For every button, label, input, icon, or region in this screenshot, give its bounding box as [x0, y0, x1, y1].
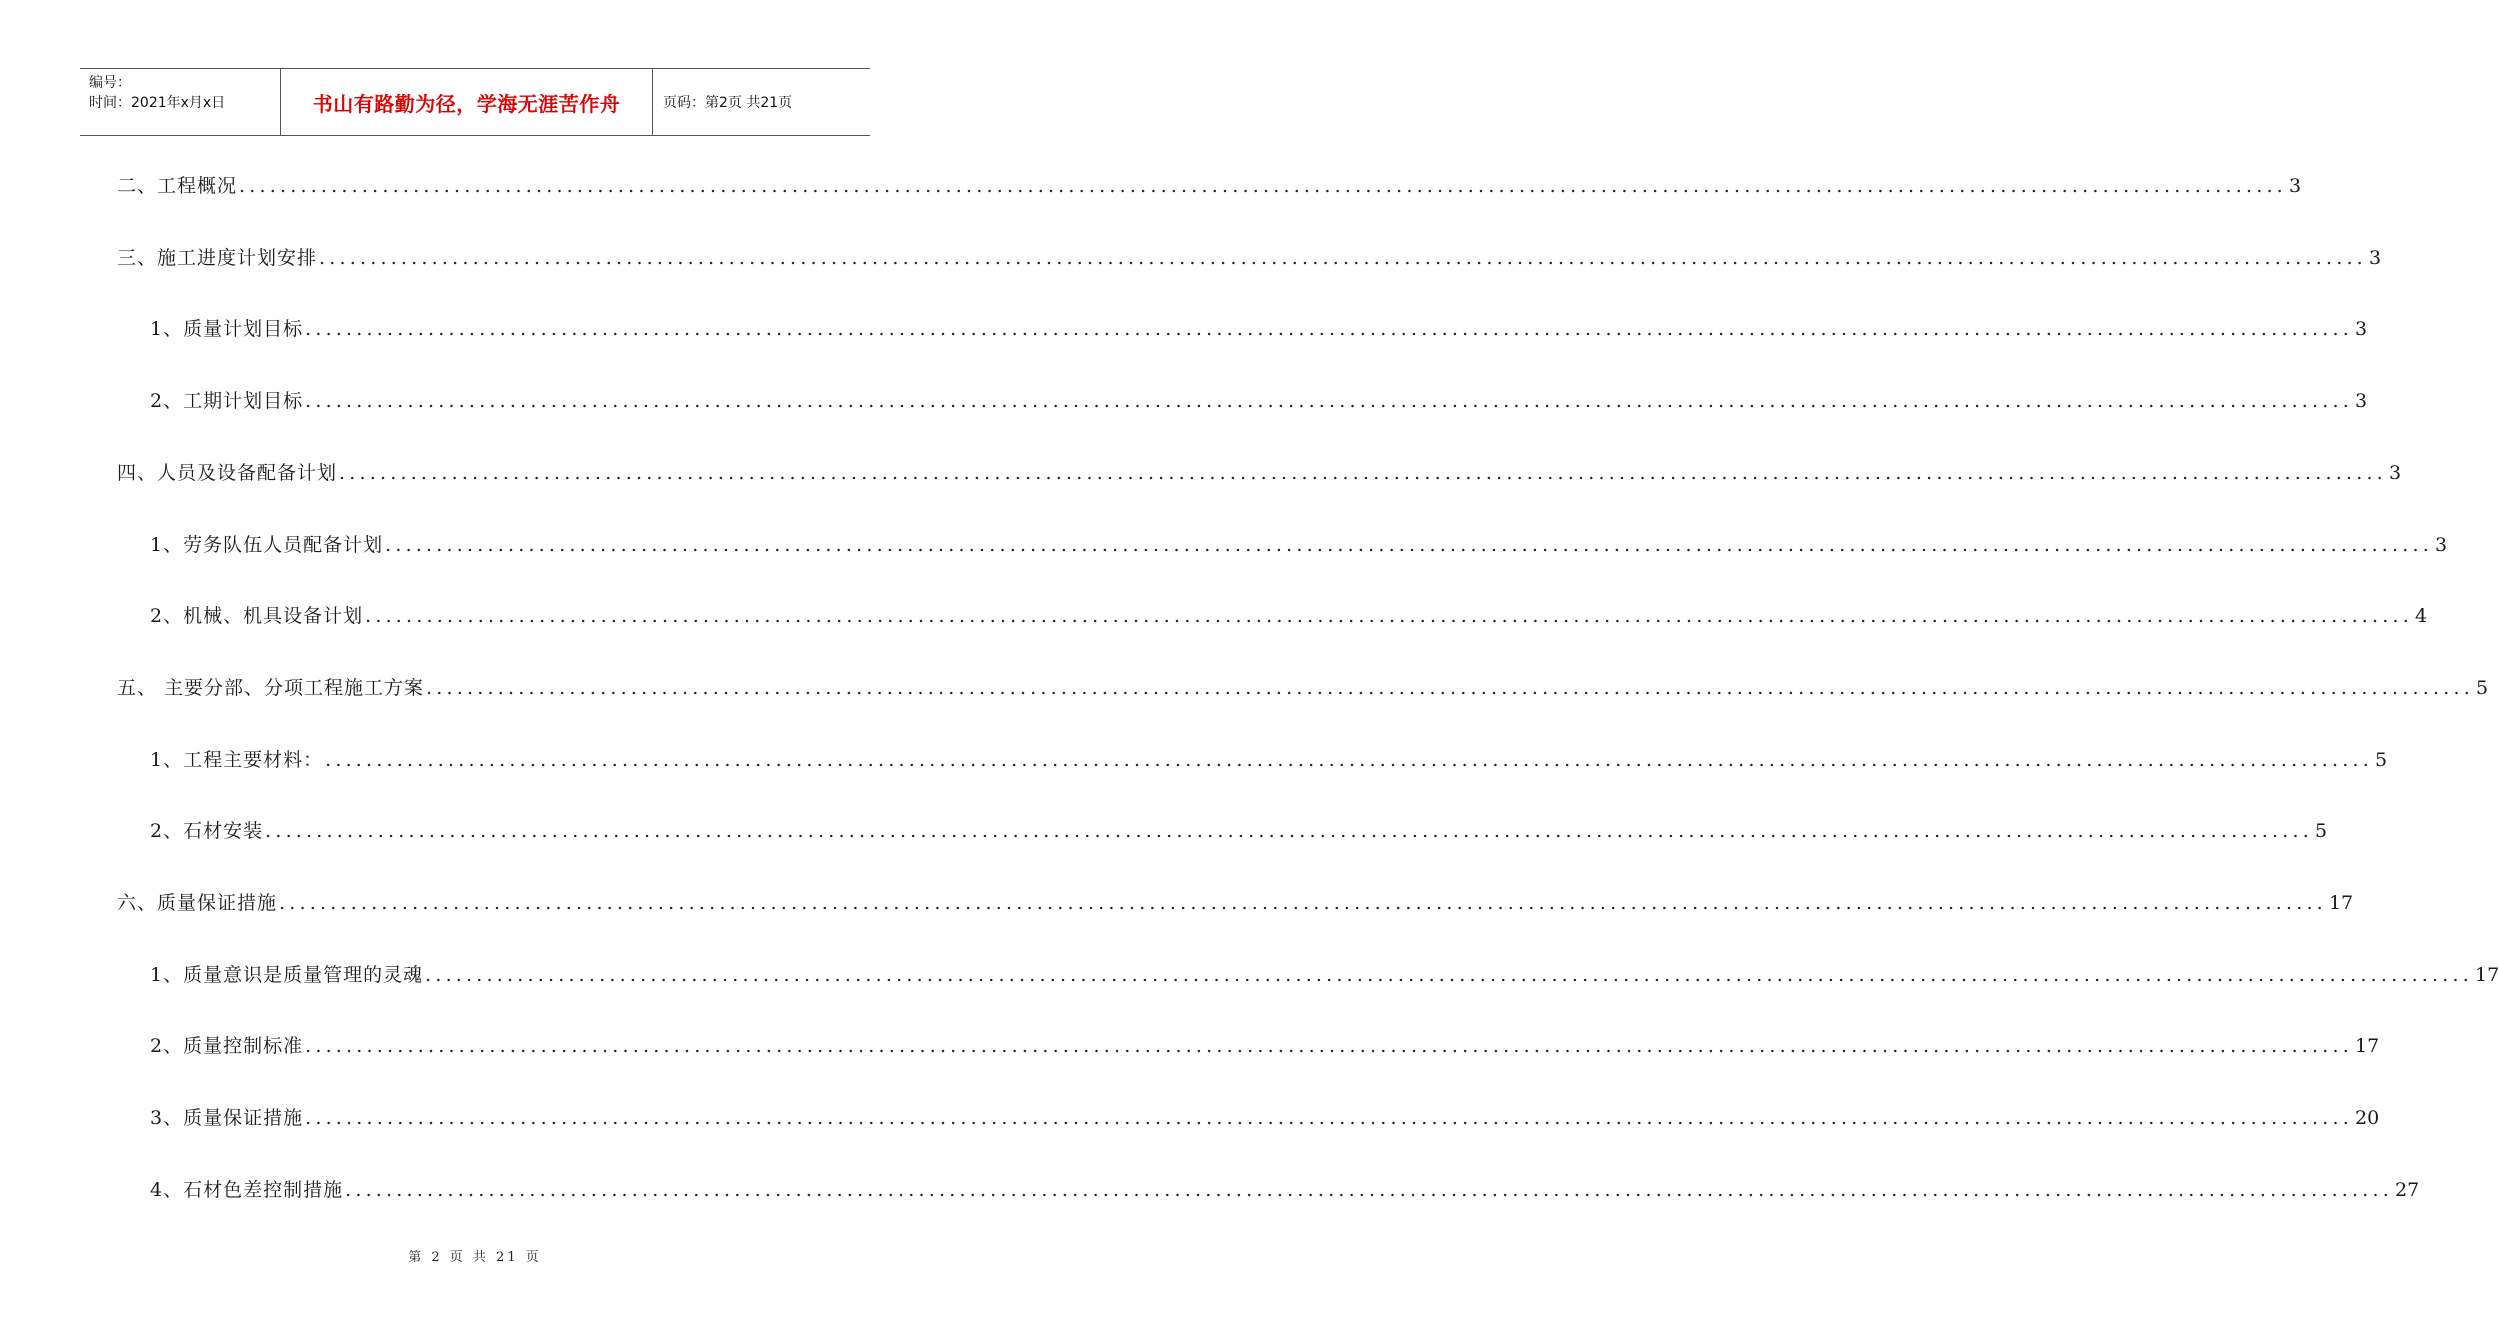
toc-entry-page-number: 27: [2395, 1179, 2420, 1201]
toc-entry[interactable]: [150, 1176, 2420, 1204]
toc-entry[interactable]: [117, 889, 2354, 917]
toc-leader-dots: ........................................................................................................................................................................................................: [305, 1035, 2354, 1057]
toc-leader-dots: ........................................................................................................................................................................................................: [426, 677, 2474, 699]
toc-entry[interactable]: [150, 531, 2448, 559]
toc-entry[interactable]: [150, 746, 2388, 774]
toc-entry-title: 1、质量意识是质量管理的灵魂: [150, 964, 424, 986]
toc-entry[interactable]: [150, 817, 2328, 845]
toc-entry-title: 3、质量保证措施: [150, 1107, 304, 1129]
toc-entry[interactable]: [117, 172, 2302, 200]
toc-leader-dots: ........................................................................................................................................................................................................: [305, 318, 2354, 340]
toc-entry-page-number: 3: [2388, 462, 2402, 484]
toc-entry[interactable]: [150, 602, 2428, 630]
toc-entry-title: 1、质量计划目标: [150, 318, 304, 340]
toc-entry-page-number: 17: [2328, 892, 2354, 914]
toc-leader-dots: ........................................................................................................................................................................................................: [325, 749, 2374, 771]
toc-leader-dots: ........................................................................................................................................................................................................: [319, 247, 2367, 269]
toc-leader-dots: ........................................................................................................................................................................................................: [365, 605, 2414, 627]
toc-leader-dots: ........................................................................................................................................................................................................: [425, 964, 2474, 986]
toc-entry-page-number: 3: [2435, 534, 2448, 556]
toc-entry-page-number: 5: [2375, 749, 2388, 771]
toc-entry[interactable]: [150, 961, 2499, 989]
document-date-label: 时间：2021年x月x日: [89, 95, 226, 111]
toc-leader-dots: ........................................................................................................................................................................................................: [305, 1107, 2354, 1129]
toc-entry-title: 2、工期计划目标: [150, 390, 304, 412]
toc-entry[interactable]: [150, 315, 2368, 343]
toc-entry-title: 2、石材安装: [150, 820, 264, 842]
toc-entry[interactable]: [150, 1032, 2380, 1060]
toc-entry-page-number: 3: [2355, 318, 2368, 340]
toc-entry-title: 五、 主要分部、分项工程施工方案: [117, 677, 425, 699]
toc-entry-page-number: 3: [2368, 247, 2382, 269]
header-motto: 书山有路勤为径，学海无涯苦作舟: [281, 69, 653, 135]
toc-entry-title: 1、劳务队伍人员配备计划: [150, 534, 384, 556]
toc-entry[interactable]: [117, 244, 2382, 272]
header-page-info: 页码：第2页 共21页: [663, 95, 793, 111]
toc-leader-dots: ........................................................................................................................................................................................................: [265, 820, 2314, 842]
document-number-label: 编号：: [89, 75, 131, 91]
toc-entry-page-number: 4: [2415, 605, 2428, 627]
toc-entry-title: 四、人员及设备配备计划: [117, 462, 338, 484]
toc-leader-dots: ........................................................................................................................................................................................................: [305, 390, 2354, 412]
toc-entry[interactable]: [150, 387, 2368, 415]
toc-entry-title: 2、机械、机具设备计划: [150, 605, 364, 627]
toc-entry-page-number: 3: [2288, 175, 2302, 197]
toc-entry-title: 六、质量保证措施: [117, 892, 278, 914]
toc-leader-dots: ........................................................................................................................................................................................................: [345, 1179, 2394, 1201]
toc-entry-title: 4、石材色差控制措施: [150, 1179, 344, 1201]
toc-leader-dots: ........................................................................................................................................................................................................: [385, 534, 2434, 556]
toc-entry-title: 二、工程概况: [117, 175, 238, 197]
toc-entry-page-number: 20: [2355, 1107, 2380, 1129]
toc-entry[interactable]: [117, 459, 2402, 487]
toc-leader-dots: ........................................................................................................................................................................................................: [339, 462, 2387, 484]
toc-entry-title: 2、质量控制标准: [150, 1035, 304, 1057]
toc-entry-page-number: 17: [2475, 964, 2499, 986]
toc-leader-dots: ........................................................................................................................................................................................................: [239, 175, 2287, 197]
toc-entry-title: 1、工程主要材料：: [150, 749, 324, 771]
toc-entry-page-number: 5: [2315, 820, 2328, 842]
toc-entry-page-number: 17: [2355, 1035, 2380, 1057]
toc-entry-title: 三、施工进度计划安排: [117, 247, 318, 269]
toc-entry[interactable]: [117, 674, 2489, 702]
toc-leader-dots: ........................................................................................................................................................................................................: [279, 892, 2327, 914]
toc-entry-page-number: 5: [2475, 677, 2489, 699]
toc-entry[interactable]: [150, 1104, 2380, 1132]
page-footer: 第 2 页 共 21 页: [408, 1250, 542, 1265]
toc-entry-page-number: 3: [2355, 390, 2368, 412]
